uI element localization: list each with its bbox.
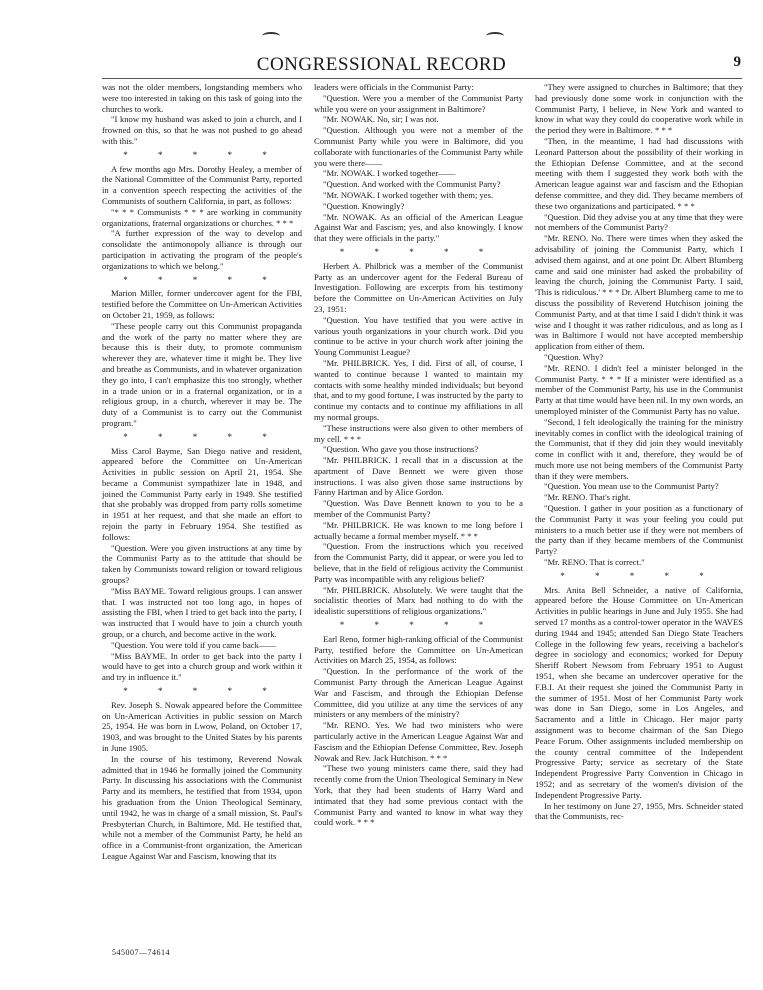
paragraph: "Mr. RENO. That is correct." [544, 557, 645, 568]
paragraph: "Then, in the meantime, I had had discussions with Leonard Patterson about the possibility of their working in the Ethiopian Defense Committee, and at the second meeting with them I suggested they work both with the American league against war and fascism and the Ethopian defense committee, and they did. They became members of these two organizations and participated. * * * [535, 135, 743, 211]
page-title: CONGRESSIONAL RECORD [256, 54, 507, 75]
paragraph: "Question. Who gave you those instructions? [323, 444, 479, 455]
section-separator: * * * * * [123, 149, 281, 160]
paragraph: "Mr. NOWAK. No, sir; I was not. [323, 114, 439, 125]
section-separator: * * * * * [123, 274, 281, 285]
paragraph: "* * * Communists * * * are working in community organizations, fraternal organizations or churches. * * * [102, 206, 302, 228]
section-separator: * * * * * [123, 686, 281, 697]
paragraph: In her testimony on June 27, 1955, Mrs. Schneider stated that the Communists, rec- [535, 800, 743, 822]
paragraph: "Miss BAYME. In order to get back into the party I would have to get into a church group and work within it and try in influence it." [102, 650, 302, 683]
paragraph: A few months ago Mrs. Dorothy Healey, a member of the National Committee of the Communist Party, reported in a convention speech respecting the activities of the Communists of southern California, in part, as follows: [102, 163, 302, 206]
page-number: 9 [733, 54, 741, 70]
paragraph: "Mr. NOWAK. I worked together with them; yes. [323, 189, 494, 200]
paragraph: "Question. Knowingly? [323, 200, 405, 211]
paragraph: Earl Reno, former high-ranking official of the Communist Party, testified before the Committee on Un-American Activities on March 25, 1954, as follows: [314, 633, 523, 666]
paragraph: "Second, I felt ideologically the training for the ministry inevitably comes in conflict with the ideological training of the Communist, that if they did join they would inevitably come in conflict with it and, therefore, they would be of much more use not being members of the Communist Party than if they were members. [535, 416, 743, 481]
header-ornament-right [486, 32, 504, 40]
paragraph: Miss Carol Bayme, San Diego native and resident, appeared before the Committee on Un-American Activities in public session on April 21, 1954. She became a Communist sympathizer late in 1948, and joined the Communist Party early in 1949. She testified that she probably was dropped from party rolls sometime in 1951 at her request, and that she made an effort to rejoin the party in February 1954. She testified as follows: [102, 445, 302, 542]
paragraph: "Mr. PHILBRICK. Absolutely. We were taught that the socialistic theories of Marx had nothing to do with the idealistic superstitions of religious organizations." [314, 584, 523, 617]
text-column-3 [535, 82, 743, 822]
header-ornament-left [262, 32, 280, 40]
section-separator: * * * * * [339, 246, 498, 257]
paragraph: "Question. From the instructions which you received from the Communist Party, did it appear, or were you led to believe, that in the field of religious activity the Communist Party was incompatible with any religious belief? [314, 541, 523, 584]
paragraph: "Question. In the performance of the work of the Communist Party through the American League Against War and Fascism, and through the Ethiopian Defense Committee, did you utilize at any time the services of any ministers or any members of the ministry? [314, 666, 523, 720]
paragraph: "Question. You mean use to the Communist Party? [544, 481, 719, 492]
paragraph: "Mr. PHILBRICK. I recall that in a discussion at the apartment of Dave Bennett we were given those instructions. I was also given those same instructions by Fanny Hartman and by Alice Gordon. [314, 455, 523, 498]
paragraph: "Mr. PHILBRICK. Yes, I did. First of all, of course, I wanted to continue because I wanted to maintain my contacts with some healthy minded individuals; but beyond that, and to my good fortune, I was instructed by the party to continue my contacts and to continue my affiliations in all my normal groups. [314, 357, 523, 422]
paragraph: "Mr. NOWAK. As an official of the American League Against War and Fascism; yes, and also knowingly. I know that they were officials in the party." [314, 211, 523, 244]
paragraph: "I know my husband was asked to join a church, and I frowned on this, so that he was not pushed to go ahead with this." [102, 114, 302, 146]
paragraph: "Question. Why? [544, 351, 604, 362]
paragraph: "Mr. NOWAK. I worked together—— [323, 168, 456, 179]
paragraph: "Question. Although you were not a member of the Communist Party while you were in Baltimore, did you collaborate with functionaries of the Communist Party while you were there—— [314, 125, 523, 168]
text-column-1 [102, 82, 302, 862]
paragraph: "Question. I gather in your position as a functionary of the Communist Party it was your feeling you could put ministers to a much better use if they were not members of the party than if they became members of the Communist Party? [535, 503, 743, 557]
paragraph: "Mr. RENO. Yes. We had two ministers who were particularly active in the American League Against War and Fascism and the Ethiopian Defense Committee, Rev. Joseph Nowak and Rev. Jack Hutchison. * * * [314, 720, 523, 763]
paragraph: "These instructions were also given to other members of my cell. * * * [314, 422, 523, 444]
paragraph: "Question. Were you given instructions at any time by the Communist Party as to the attitude that should be taken by Communists toward religion or toward religious groups? [102, 542, 302, 586]
paragraph: Rev. Joseph S. Nowak appeared before the Committee on Un-American Activities in public session on March 25, 1954. He was born in Lwow, Poland, on October 17, 1903, and was brought to the United States by his parents in June 1905. [102, 699, 302, 754]
paragraph: "Question. You have testified that you were active in various youth organizations in your church work. Did you continue to be active in your church work after joining the Young Communist League? [314, 314, 523, 358]
footer-code: 545007—74614 [112, 948, 170, 957]
paragraph: "Mr. RENO. I didn't feel a minister belonged in the Communist Party. * * * If a minister were identified as a member of the Communist Party, his use in the Communist Party at that time would have been nil. In my own words, an unemployed minister of the Communist Party has no value. [535, 362, 743, 416]
paragraph: "Question. Did they advise you at any time that they were not members of the Communist Party? [535, 211, 743, 233]
text-column-2 [314, 82, 523, 828]
paragraph: "They were assigned to churches in Baltimore; that they had previously done some work in conjunction with the Communist Party, I believe, in New York and wanted to know in what way they could do cooperative work while in the period they were in Baltimore. * * * [535, 82, 743, 136]
section-separator: * * * * * [339, 620, 498, 631]
paragraph: Marion Miller, former undercover agent for the FBI, testified before the Committee on Un-American Activities on October 21, 1959, as follows: [102, 288, 302, 320]
paragraph: "Question. Was Dave Bennett known to you to be a member of the Communist Party? [314, 498, 523, 520]
paragraph: was not the older members, longstanding members who were too interested in taking on this task of going into the churches to work. [102, 82, 302, 114]
page-header [0, 54, 763, 76]
paragraph: leaders were officials in the Communist Party: [314, 82, 474, 92]
paragraph: "Question. And worked with the Communist Party? [323, 179, 501, 190]
section-separator: * * * * * [123, 431, 281, 442]
paragraph: "These people carry out this Communist propaganda and the work of the party no matter where they are because this is their duty, to promote communism wherever they are, whatever time it might be. They live and breathe as Communists, and in whatever organization they go into, I can't emphasize this too strongly, whether in a trade union or in a fraternal organization, or in a religious group, in a church, wherever it may be. The duty of a Communist is to carry out the Communist program." [102, 320, 302, 428]
paragraph: Mrs. Anita Bell Schneider, a native of California, appeared before the House Committee on Un-American Activities in public hearings in June and July 1955. She had served 17 months as a control-tower operator in the WAVES during 1944 and 1945; attended San Diego State Teachers College in the following few years, receiving a bachelor's degree in sociology and economics; worked for Deputy Sheriff Robert Newsom from February 1951 to August 1951, when she became an undercover operative for the F.B.I. At their request she joined the Communist Party in the summer of 1951. Most of her Communist Party work was done in San Diego, some in Los Angeles, and Sacramento and a little in Chicago. Her major party assignment was to become chairman of the San Diego Peace Forum. Other assignments included membership on the county central committee of the Independent Progressive Party; service as secretary of the State Independent Progressive Party Convention in Chicago in 1952; and as secretary of the women's division of the Independent Progressive Party. [535, 584, 743, 800]
paragraph: "These two young ministers came there, said they had recently come from the Union Theological Seminary in New York, that they had been students of Harry Ward and intimated that they had some previous contact with the Communist Party and wanted to know in what way they could work. * * * [314, 763, 523, 828]
section-separator: * * * * * [560, 570, 718, 581]
paragraph: In the course of his testimony, Reverend Nowak admitted that in 1946 he formally joined the Community Party. In discussing his associations with the Communist Party and its members, he testified that from 1934, upon his graduation from the Union Theological Seminary, until 1942, he was in charge of a small mission, St. Paul's Presbyterian Church, in Baltimore, Md. He testified that, while not a member of the Communist Party, he held an office in a Communist-front organization, the American League Against War and Fascism, knowing that its [102, 753, 302, 861]
paragraph: "Miss BAYME. Toward religious groups. I can answer that. I was instructed not too long ago, in hopes of assisting the FBI, when I tried to get back into the party, I was instructed that I would have to join a church youth group, or a church, and become active in the work. [102, 585, 302, 640]
header-rule [102, 78, 742, 79]
paragraph: "Mr. RENO. No. There were times when they asked the advisability of joining the Communist Party, which I advised them against, and at one point Dr. Albert Blumberg came and said one minister had asked the probability of leaving the church, joining the Communist Party. I said, 'This is ridiculous.' * * * Dr. Albert Blumberg came to me to discuss the possibility of Reverend Hutchison joining the Communist Party, and at that time I said I didn't think it was wise and I thought it was rather ridiculous, and as long as I was in Baltimore I would not have accepted membership application from either of them. [535, 233, 743, 352]
paragraph: "Question. Were you a member of the Communist Party while you were on your assignment in Baltimore? [314, 92, 523, 114]
paragraph: "Mr. PHILBRICK. He was known to me long before I actually became a formal member myself. * * * [314, 519, 523, 541]
paragraph: "Mr. RENO. That's right. [544, 492, 631, 503]
paragraph: "Question. You were told if you came back—— [111, 639, 277, 650]
paragraph: Herbert A. Philbrick was a member of the Communist Party as an undercover agent for the Federal Bureau of Investigation. Following are excerpts from his testimony before the Committee on Un-American Activities on July 23, 1951: [314, 260, 523, 314]
paragraph: "A further expression of the way to develop and consolidate the antimonopoly alliance is through our participation in activating the program of the people's organizations to which we belong." [102, 228, 302, 271]
